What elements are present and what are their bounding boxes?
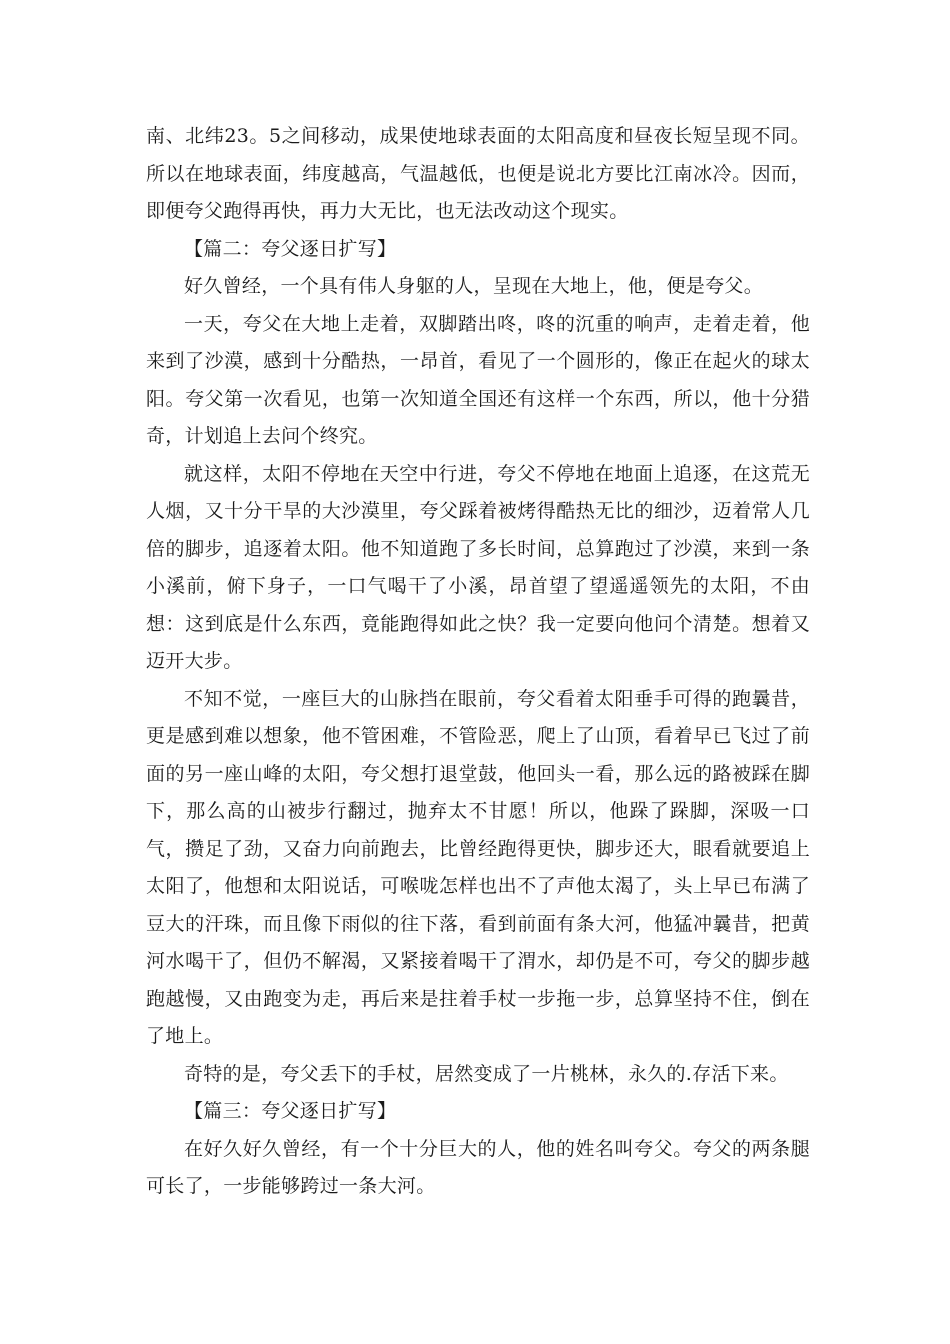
section-heading-part-two: 【篇二：夸父逐日扩写】 <box>184 237 397 260</box>
paragraph: 不知不觉，一座巨大的山脉挡在眼前，夸父看着太阳垂手可得的跑曩昔，更是感到难以想象，他不管困难，不管险恶，爬上了山顶，看着早已飞过了前面的另一座山峰的太阳，夸父想打退堂鼓，他回头一看，那么远的路被踩在脚下，那么高的山被步行翻过，抛弃太不甘愿！所以，他跺了跺脚，深吸一口气，攒足了劲，又奋力向前跑去，比曾经跑得更快，脚步还大，眼看就要追上太阳了，他想和太阳说话，可喉咙怎样也出不了声他太渴了，头上早已布满了豆大的汗珠，而且像下雨似的往下落，看到前面有条大河，他猛冲曩昔，把黄河水喝干了，但仍不解渴，又紧接着喝干了渭水，却仍是不可，夸父的脚步越跑越慢，又由跑变为走，再后来是拄着手杖一步拖一步，总算坚持不住，倒在了地上。 <box>146 687 810 1047</box>
paragraph: 一天，夸父在大地上走着，双脚踏出咚，咚的沉重的响声，走着走着，他来到了沙漠，感到十分酷热，一昂首，看见了一个圆形的，像正在起火的球太阳。夸父第一次看见，也第一次知道全国还有这样一个东西，所以，他十分猎奇，计划追上去问个终究。 <box>146 312 810 447</box>
paragraph-continuation: 南、北纬23。5之间移动，成果使地球表面的太阳高度和昼夜长短呈现不同。所以在地球表面，纬度越高，气温越低，也便是说北方要比江南冰冷。因而，即便夸父跑得再快，再力大无比，也无法改动这个现实。 <box>146 125 810 222</box>
paragraph: 在好久好久曾经，有一个十分巨大的人，他的姓名叫夸父。夸父的两条腿可长了，一步能够跨过一条大河。 <box>146 1137 810 1197</box>
paragraph: 奇特的是，夸父丢下的手杖，居然变成了一片桃林，永久的.存活下来。 <box>184 1062 789 1085</box>
paragraph: 就这样，太阳不停地在天空中行进，夸父不停地在地面上追逐，在这荒无人烟，又十分干旱的大沙漠里，夸父踩着被烤得酷热无比的细沙，迈着常人几倍的脚步，追逐着太阳。他不知道跑了多长时间，总算跑过了沙漠，来到一条小溪前，俯下身子，一口气喝干了小溪，昂首望了望遥遥领先的太阳，不由想：这到底是什么东西，竟能跑得如此之快？我一定要向他问个清楚。想着又迈开大步。 <box>146 462 810 672</box>
document-body <box>146 118 810 1206</box>
paragraph: 好久曾经，一个具有伟人身躯的人，呈现在大地上，他，便是夸父。 <box>184 275 764 297</box>
section-heading-part-three: 【篇三：夸父逐日扩写】 <box>184 1100 397 1122</box>
